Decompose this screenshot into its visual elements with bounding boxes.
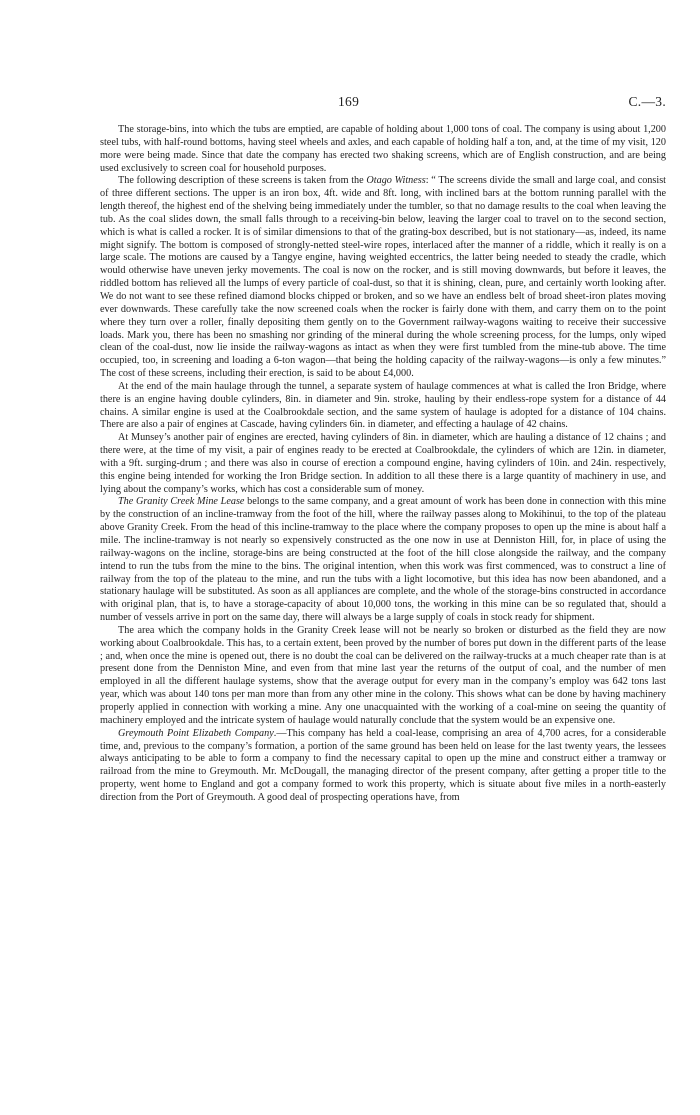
text-run: At Munsey’s another pair of engines are erected, having cylinders of 8in. in diameter, which are hauling a distance of 12 chains ; and there were, at the time of my visit, a pair of engines ready to be erected at Coalbrookdale, the cylinders of which are 12in. in diameter, with a 9ft. surging-drum ; and there was also in course of erection a compound engine, having cylinders of 10in. and 24in. respectively, this engine being intended for working the Iron Bridge section. In addition to all these there is a large quantity of machinery in use, and lying about the company’s works, which has cost a considerable sum of money. [100,432,666,495]
text-run: At the end of the main haulage through the tunnel, a separate system of haulage commences at what is called the Iron Bridge, where there is an engine having double cylinders, 8in. in diameter and 9in. stroke, hauling by their endless-rope system for a distance of 44 chains. A similar engine is used at the Coalbrookdale section, and the same system of haulage is adopted for a distance of 104 chains. There are also a pair of engines at Cascade, having cylinders 6in. in diameter, and effecting a haulage of 42 chains. [100,380,666,431]
page-reference: C.—3. [628,94,666,109]
paragraph [100,496,666,624]
paragraph [100,175,666,381]
paragraph [100,432,666,496]
text-run: The storage-bins, into which the tubs are emptied, are capable of holding about 1,000 tons of coal. The company is using about 1,200 steel tubs, with half-round bottoms, having steel wheels and axles, and each capable of holding half a ton, and, at the time of my visit, 120 more were being made. Since that date the company has erected two shaking screens, which are of English construction, and are being used exclusively to screen coal for household purposes. [100,124,666,174]
document-body [100,124,666,805]
italic-text-run: The Granity Creek Mine Lease [118,496,245,508]
page-header [100,94,666,112]
italic-text-run: Greymouth Point Elizabeth Company [118,727,274,739]
text-run: The following description of these screens is taken from the [118,175,367,187]
paragraph [100,728,666,805]
text-run: : “ The screens divide the small and large coal, and consist of three different sections. The upper is an iron box, 4ft. wide and 8ft. long, with inclined bars at the bottom running parallel with the length thereof, the highest end of the shelving being immediately under the tumbler, so that no damage results to the coal when leaving the tub. As the coal slides down, the small falls through to a receiving-bin below, leaving the larger coal to travel on to the second section, which is what is called a rocker. It is of similar dimensions to that of the grating-box described, but is not stationary—as, indeed, its name might signify. The bottom is composed of strongly-netted steel-wire ropes, interlaced after the manner of a riddle, which it really is on a large scale. The motions are caused by a Tangye engine, having weighted eccentrics, the latter being needed to steady the cradle, which would otherwise have uneven jerky movements. The coal is now on the rocker, and is still moving downwards, but before it leaves, the riddled bottom has relieved all the lumps of every particle of coal-dust, so that it is shining, clean, pure, and certainly worth looking after. We do not want to see these refined diamond blocks chipped or broken, and so we have an endless belt of broad sheet-iron plates moving ever downwards. These carefully take the now screened coals when the rocker is fairly done with them, and carry them on to the point where they turn over a roller, finally depositing them gently on to the Government railway-wagons waiting to receive their successive loads. Mark you, there has been no smashing nor grinding of the mineral during the whole screening process, for the lumps, only wiped clean of the coal-dust, now lie inside the railway-wagons as intact as when they were first tumbled from the mine-tub above. The time occupied, too, in screening and loading a 6-ton wagon—that being the holding capacity of the railway-wagons—is only a few minutes.” The cost of these screens, including their erection, is said to be about £4,000. [100,175,666,380]
text-run: The area which the company holds in the Granity Creek lease will not be nearly so broken or disturbed as the field they are now working about Coalbrookdale. This has, to a certain extent, been proved by the number of bores put down in the different parts of the lease ; and, when once the mine is opened out, there is no doubt the coal can be delivered on the railway-trucks at a much cheaper rate than is at present done from the Denniston Mine, and even from that mine last year the returns of the output of coal, and the number of men employed in all the different haulage systems, show that the average output for every man in the company’s employ was 642 tons last year, which was about 140 tons per man more than from any other mine in the colony. This shows what can be done by having machinery properly applied in connection with working a mine. Any one unacquainted with the working of a coal-mine on seeing the quantity of machinery employed and the intricate system of haulage would naturally conclude that the system would be an expensive one. [100,624,666,726]
page-number: 169 [338,94,360,109]
italic-text-run: Otago Witness [366,175,426,187]
paragraph [100,625,666,728]
paragraph [100,124,666,175]
text-run: .—This company has held a coal-lease, comprising an area of 4,700 acres, for a considerable time, and, previous to the company’s formation, a portion of the same ground has been held on lease for the last twenty years, the lessees always anticipating to be able to form a company to find the necessary capital to open up the mine and construct either a tramway or railroad from the mine to Greymouth. Mr. McDougall, the managing director of the present company, after getting a proper title to the property, went home to England and got a company formed to work this property, which is situate about five miles in a north-easterly direction from the Port of Greymouth. A good deal of prospecting operations have, from [100,727,666,803]
text-run: belongs to the same company, and a great amount of work has been done in connection with this mine by the construction of an incline-tramway from the foot of the hill, where the railway passes along to Mokihinui, to the top of the plateau above Granity Creek. From the head of this incline-tramway to the place where the company proposes to open up the mine is about half a mile. The incline-tramway is not nearly so expensively constructed as the one now in use at Denniston Hill, for, in place of using the railway-wagons on the incline, storage-bins are being constructed at the foot of the hill close alongside the railway, and the company intend to run the tubs from the mine to the bins. The original intention, when this work was first commenced, was to construct a line of railway from the top of the plateau to the mine, and run the tubs with a light locomotive, but this idea has now been abandoned, and a stationary haulage will be substituted. As soon as all appliances are complete, and the whole of the storage-bins constructed in accordance with original plan, that is, to have a storage-capacity of about 10,000 tons, the working in this mine can be so regulated that, should a number of vessels arrive in port on the same day, there will always be a large supply of coals in stock ready for shipment. [100,496,666,624]
paragraph [100,381,666,432]
